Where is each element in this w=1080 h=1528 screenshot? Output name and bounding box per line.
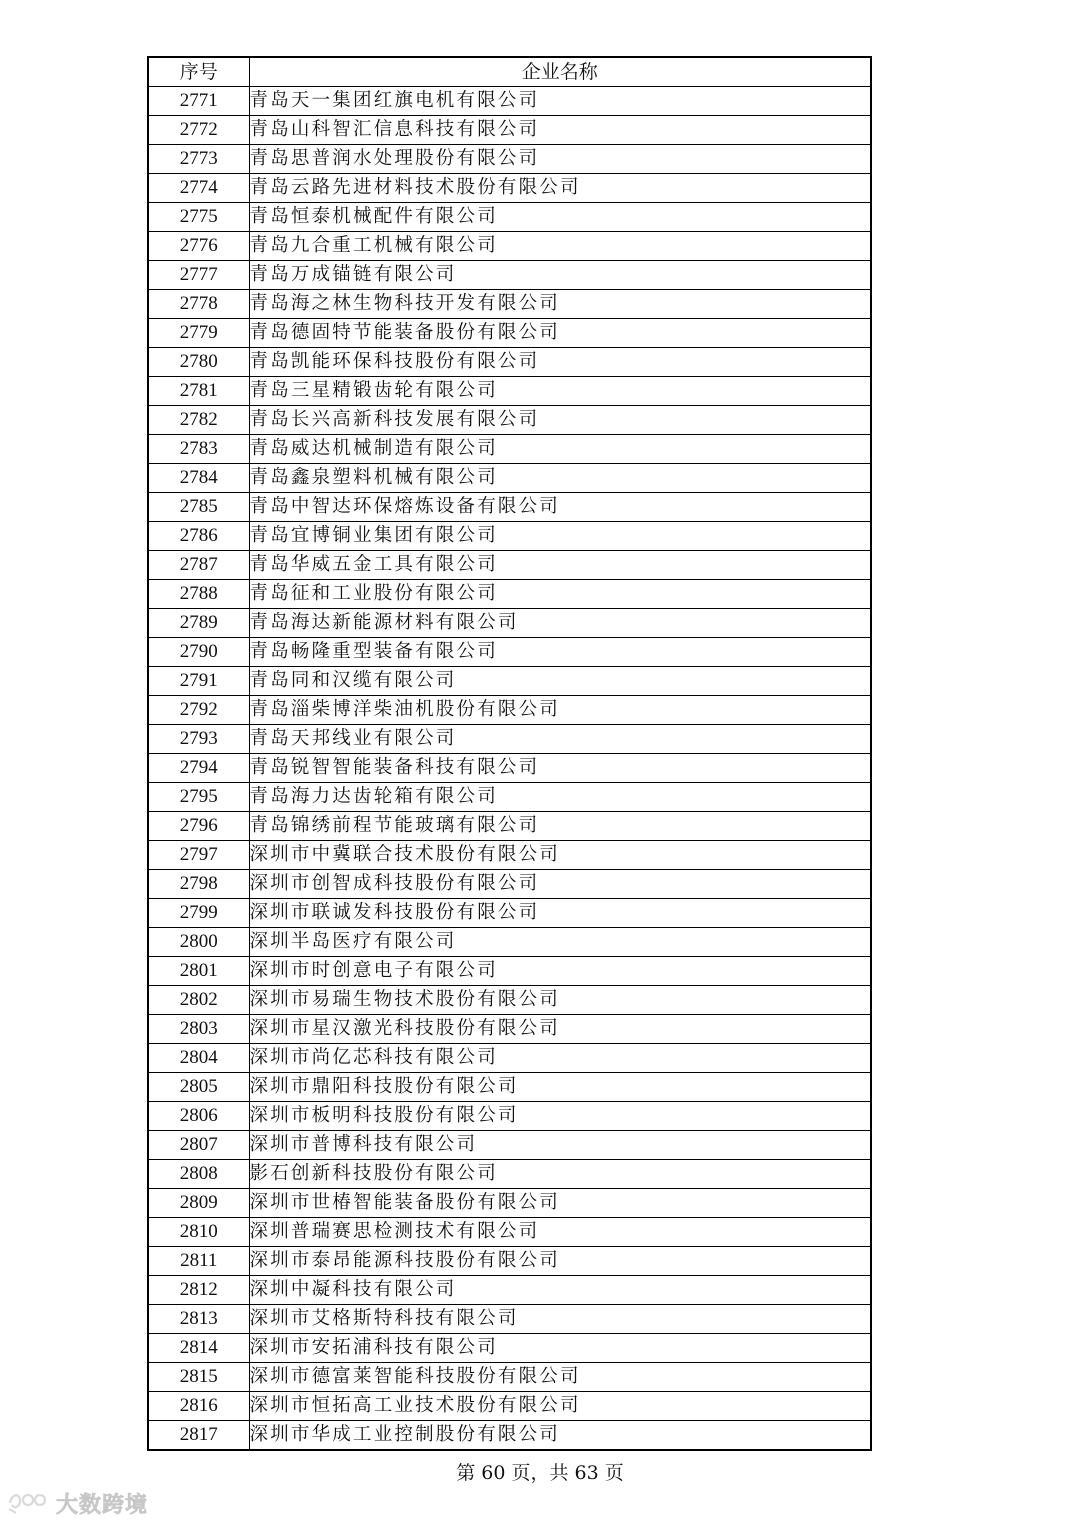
table-row [148,1276,871,1305]
table-row [148,464,871,493]
row-company-name: 深圳市德富莱智能科技股份有限公司 [249,1363,871,1392]
table-row [148,1044,871,1073]
row-seq: 2810 [148,1218,249,1247]
row-company-name: 青岛思普润水处理股份有限公司 [249,145,871,174]
row-company-name: 深圳市泰昂能源科技股份有限公司 [249,1247,871,1276]
table-row [148,348,871,377]
row-seq: 2817 [148,1421,249,1451]
row-company-name: 深圳市华成工业控制股份有限公司 [249,1421,871,1451]
row-seq: 2800 [148,928,249,957]
row-seq: 2814 [148,1334,249,1363]
row-seq: 2784 [148,464,249,493]
row-company-name: 青岛锦绣前程节能玻璃有限公司 [249,812,871,841]
row-company-name: 深圳市鼎阳科技股份有限公司 [249,1073,871,1102]
row-company-name: 青岛海达新能源材料有限公司 [249,609,871,638]
table-row [148,667,871,696]
row-seq: 2796 [148,812,249,841]
row-seq: 2813 [148,1305,249,1334]
table-row [148,1247,871,1276]
row-company-name: 青岛天一集团红旗电机有限公司 [249,87,871,116]
row-company-name: 青岛海力达齿轮箱有限公司 [249,783,871,812]
row-seq: 2776 [148,232,249,261]
row-seq: 2797 [148,841,249,870]
row-company-name: 深圳市恒拓高工业技术股份有限公司 [249,1392,871,1421]
row-seq: 2809 [148,1189,249,1218]
table-row [148,638,871,667]
table-row [148,1102,871,1131]
table-row [148,870,871,899]
table-row [148,232,871,261]
table-row [148,1218,871,1247]
row-seq: 2786 [148,522,249,551]
header-row [148,57,871,87]
row-company-name: 深圳市星汉激光科技股份有限公司 [249,1015,871,1044]
logo-icon [6,1489,50,1519]
row-seq: 2804 [148,1044,249,1073]
row-seq: 2792 [148,696,249,725]
table-row [148,522,871,551]
row-seq: 2780 [148,348,249,377]
row-company-name: 深圳市中冀联合技术股份有限公司 [249,841,871,870]
row-company-name: 青岛锐智智能装备科技有限公司 [249,754,871,783]
row-company-name: 青岛云路先进材料技术股份有限公司 [249,174,871,203]
table-row [148,841,871,870]
table-row [148,783,871,812]
row-seq: 2802 [148,986,249,1015]
row-company-name: 青岛中智达环保熔炼设备有限公司 [249,493,871,522]
row-company-name: 青岛三星精锻齿轮有限公司 [249,377,871,406]
table-row [148,609,871,638]
row-seq: 2772 [148,116,249,145]
table-row [148,493,871,522]
row-seq: 2805 [148,1073,249,1102]
row-company-name: 深圳市尚亿芯科技有限公司 [249,1044,871,1073]
table-row [148,406,871,435]
row-company-name: 青岛恒泰机械配件有限公司 [249,203,871,232]
row-company-name: 青岛华威五金工具有限公司 [249,551,871,580]
table-row [148,377,871,406]
table-row [148,725,871,754]
row-seq: 2812 [148,1276,249,1305]
table-row [148,261,871,290]
row-company-name: 青岛宜博铜业集团有限公司 [249,522,871,551]
row-company-name: 青岛长兴高新科技发展有限公司 [249,406,871,435]
table-row [148,957,871,986]
row-company-name: 青岛鑫泉塑料机械有限公司 [249,464,871,493]
table-row [148,203,871,232]
row-seq: 2774 [148,174,249,203]
table-row [148,899,871,928]
table-row [148,986,871,1015]
row-company-name: 青岛凯能环保科技股份有限公司 [249,348,871,377]
table-body [148,87,871,1451]
table-row [148,1131,871,1160]
row-seq: 2788 [148,580,249,609]
table-row [148,1363,871,1392]
table-row [148,1160,871,1189]
row-seq: 2815 [148,1363,249,1392]
row-seq: 2795 [148,783,249,812]
row-company-name: 深圳市板明科技股份有限公司 [249,1102,871,1131]
row-company-name: 青岛天邦线业有限公司 [249,725,871,754]
row-seq: 2793 [148,725,249,754]
row-seq: 2783 [148,435,249,464]
row-company-name: 青岛海之林生物科技开发有限公司 [249,290,871,319]
table-row [148,435,871,464]
row-seq: 2806 [148,1102,249,1131]
table-row [148,116,871,145]
table-row [148,1073,871,1102]
header-company-name: 企业名称 [249,57,871,87]
row-seq: 2807 [148,1131,249,1160]
row-seq: 2785 [148,493,249,522]
row-company-name: 青岛山科智汇信息科技有限公司 [249,116,871,145]
table-row [148,319,871,348]
row-seq: 2773 [148,145,249,174]
table-row [148,696,871,725]
table-row [148,928,871,957]
row-company-name: 青岛畅隆重型装备有限公司 [249,638,871,667]
table-row [148,580,871,609]
company-table [147,56,872,1451]
row-seq: 2790 [148,638,249,667]
row-seq: 2775 [148,203,249,232]
table-row [148,754,871,783]
row-seq: 2779 [148,319,249,348]
watermark-text: 大数跨境 [56,1493,149,1518]
row-company-name: 青岛征和工业股份有限公司 [249,580,871,609]
row-company-name: 深圳普瑞赛思检测技术有限公司 [249,1218,871,1247]
row-seq: 2808 [148,1160,249,1189]
page-footer: 第 60 页，共 63 页 [456,1462,624,1484]
table-row [148,551,871,580]
header-seq: 序号 [148,57,249,87]
row-seq: 2799 [148,899,249,928]
row-seq: 2777 [148,261,249,290]
row-company-name: 深圳市创智成科技股份有限公司 [249,870,871,899]
row-company-name: 青岛德固特节能装备股份有限公司 [249,319,871,348]
row-seq: 2816 [148,1392,249,1421]
row-seq: 2781 [148,377,249,406]
table-row [148,145,871,174]
row-seq: 2811 [148,1247,249,1276]
row-company-name: 深圳市普博科技有限公司 [249,1131,871,1160]
table-row [148,1305,871,1334]
row-seq: 2801 [148,957,249,986]
table-row [148,290,871,319]
table-row [148,812,871,841]
row-company-name: 深圳市易瑞生物技术股份有限公司 [249,986,871,1015]
table-row [148,174,871,203]
watermark [6,1488,148,1519]
row-company-name: 深圳市联诚发科技股份有限公司 [249,899,871,928]
table-row [148,1392,871,1421]
row-seq: 2803 [148,1015,249,1044]
row-company-name: 深圳市艾格斯特科技有限公司 [249,1305,871,1334]
table-header [148,57,871,87]
row-seq: 2782 [148,406,249,435]
row-company-name: 深圳市时创意电子有限公司 [249,957,871,986]
row-company-name: 青岛九合重工机械有限公司 [249,232,871,261]
table-row [148,1421,871,1451]
row-company-name: 影石创新科技股份有限公司 [249,1160,871,1189]
row-company-name: 深圳半岛医疗有限公司 [249,928,871,957]
row-seq: 2771 [148,87,249,116]
row-company-name: 深圳市安拓浦科技有限公司 [249,1334,871,1363]
table-row [148,1015,871,1044]
row-seq: 2778 [148,290,249,319]
row-seq: 2789 [148,609,249,638]
row-company-name: 青岛淄柴博洋柴油机股份有限公司 [249,696,871,725]
row-company-name: 青岛同和汉缆有限公司 [249,667,871,696]
row-company-name: 深圳中凝科技有限公司 [249,1276,871,1305]
table-row [148,1189,871,1218]
row-seq: 2791 [148,667,249,696]
row-seq: 2787 [148,551,249,580]
table-row [148,1334,871,1363]
row-seq: 2798 [148,870,249,899]
row-company-name: 青岛威达机械制造有限公司 [249,435,871,464]
table-row [148,87,871,116]
row-seq: 2794 [148,754,249,783]
row-company-name: 青岛万成锚链有限公司 [249,261,871,290]
row-company-name: 深圳市世椿智能装备股份有限公司 [249,1189,871,1218]
